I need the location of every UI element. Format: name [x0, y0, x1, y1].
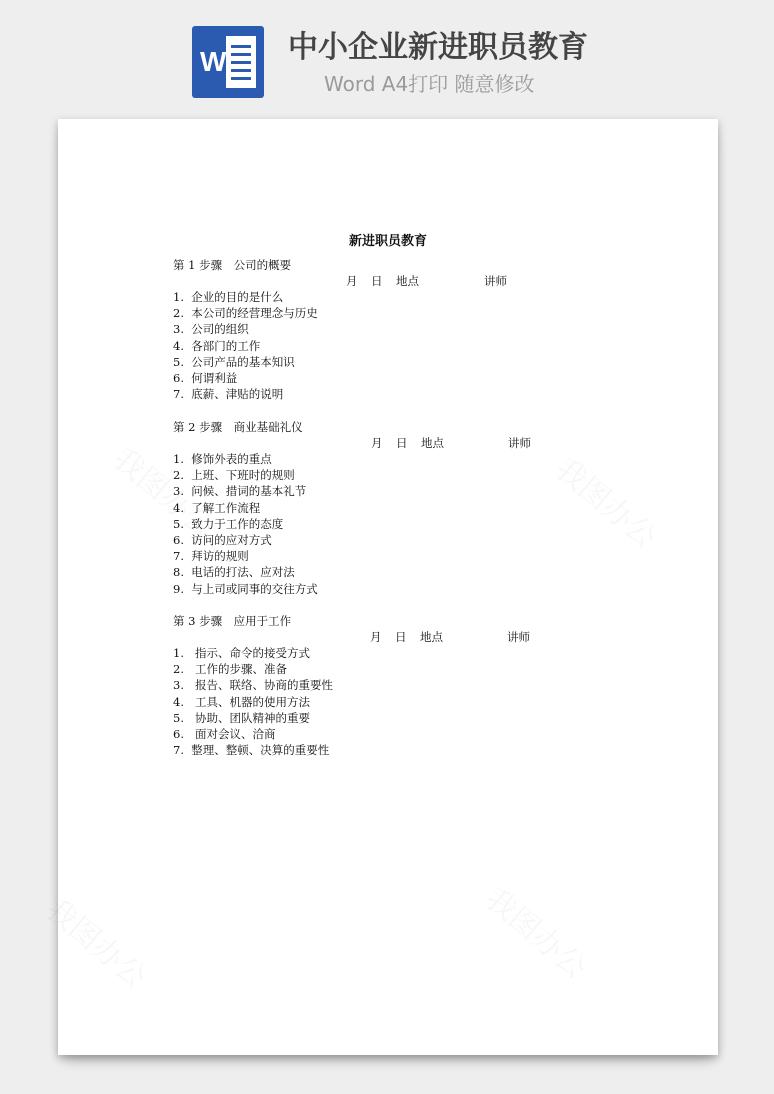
schedule-lecturer-label: 讲师 — [508, 436, 531, 450]
watermark — [478, 876, 598, 987]
step-list-item: 6. 面对会议、洽商 — [173, 727, 276, 741]
step-list-item: 8. 电话的打法、应对法 — [173, 565, 295, 580]
schedule-day-label: 日 — [396, 436, 408, 450]
word-document-icon — [192, 26, 264, 98]
schedule-lecturer-label: 讲师 — [484, 274, 507, 288]
step-list-item: 7. 底薪、津贴的说明 — [173, 387, 284, 402]
document-title: 新进职员教育 — [348, 234, 427, 249]
step-heading: 第 1 步骤 公司的概要 — [173, 258, 292, 272]
step-list-item: 4. 各部门的工作 — [173, 338, 261, 353]
schedule-place-label: 地点 — [421, 436, 444, 450]
step-list-item: 2. 工作的步骤、准备 — [173, 662, 287, 677]
schedule-lecturer-label: 讲师 — [507, 630, 530, 644]
step-list-item: 2. 本公司的经营理念与历史 — [173, 306, 318, 321]
banner-subtitle: Word A4打印 随意修改 — [324, 72, 535, 96]
schedule-place-label: 地点 — [420, 630, 443, 644]
schedule-day-label: 日 — [395, 630, 407, 644]
step-list-item: 5. 公司产品的基本知识 — [173, 354, 295, 369]
step-list-item: 5. 协助、团队精神的重要 — [173, 710, 310, 725]
step-list-item: 6. 访问的应对方式 — [173, 533, 272, 547]
step-list-item: 1. 企业的目的是什么 — [173, 290, 284, 304]
step-heading: 第 3 步骤 应用于工作 — [173, 614, 292, 628]
watermark — [548, 446, 668, 557]
schedule-place-label: 地点 — [396, 274, 419, 288]
step-list-item: 3. 问候、措词的基本礼节 — [173, 484, 307, 499]
step-list-item: 5. 致力于工作的态度 — [173, 516, 284, 531]
step-list-item: 9. 与上司或同事的交往方式 — [173, 581, 318, 596]
word-icon-page — [226, 36, 256, 88]
step-list-item: 1. 修饰外表的重点 — [173, 452, 272, 466]
schedule-month-label: 月 — [371, 436, 383, 450]
step-list-item: 1. 指示、命令的接受方式 — [173, 646, 310, 660]
word-icon-letter: W — [200, 46, 227, 77]
document-page — [58, 119, 718, 1055]
step-heading: 第 2 步骤 商业基础礼仪 — [173, 420, 303, 434]
step-list-item: 3. 公司的组织 — [173, 322, 249, 337]
header-banner — [0, 0, 774, 118]
watermark — [38, 886, 158, 997]
step-list-item: 6. 何谓利益 — [173, 371, 238, 385]
banner-title: 中小企业新进职员教育 — [288, 30, 588, 65]
schedule-day-label: 日 — [371, 274, 383, 288]
schedule-month-label: 月 — [346, 274, 358, 288]
step-list-item: 7. 整理、整顿、决算的重要性 — [173, 743, 330, 758]
step-list-item: 4. 工具、机器的使用方法 — [173, 694, 310, 709]
step-list-item: 7. 拜访的规则 — [173, 549, 249, 564]
schedule-month-label: 月 — [370, 630, 382, 644]
step-list-item: 4. 了解工作流程 — [173, 500, 261, 515]
step-list-item: 3. 报告、联络、协商的重要性 — [173, 678, 333, 693]
step-list-item: 2. 上班、下班时的规则 — [173, 468, 295, 483]
